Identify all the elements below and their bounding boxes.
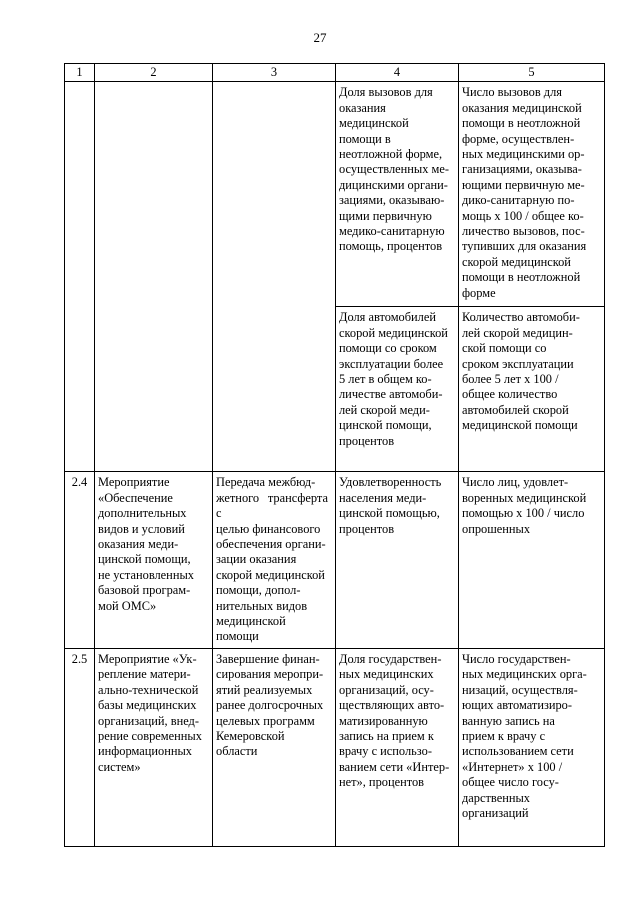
indicator-cell xyxy=(336,648,459,846)
table-row xyxy=(65,648,605,846)
header-col-2: 2 xyxy=(95,64,213,82)
empty-event-cell xyxy=(95,82,213,472)
indicator-cell xyxy=(336,307,459,472)
measures-table xyxy=(64,63,605,847)
header-col-5: 5 xyxy=(459,64,605,82)
indicator-cell xyxy=(336,82,459,307)
event-text: Мероприятие «Обеспечение дополнительных видов и условий оказания меди- цинской помощи, не установленных базовой програм- мой ОМС» xyxy=(98,475,194,613)
description-cell xyxy=(213,472,336,648)
event-text: Мероприятие «Ук- репление матери- ально-технической базы медицинских организаций, внед- рение современных информационных систем» xyxy=(98,651,202,774)
header-row xyxy=(65,64,605,82)
formula-cell xyxy=(459,648,605,846)
indicator-text: Доля автомобилей скорой медицинской помощи со сроком эксплуатации более 5 лет в общем ко- личестве автомоби- лей скорой меди- цинской помощи, процентов xyxy=(339,310,448,448)
formula-text: Число государствен- ных медицинских орга- низаций, осуществля- ющих автоматизиро- ванную запись на прием к врачу с использованием сети «Интернет» х 100 / общее число госу- дарственных организаций xyxy=(462,651,587,820)
description-text: Завершение финан- сирования меропри- ятий реализуемых ранее долгосрочных целевых программ Кемеровской области xyxy=(216,651,324,759)
event-cell xyxy=(95,648,213,846)
formula-text: Число вызовов для оказания медицинской помощи в неотложной форме, осуществлен- ных медицинскими ор- ганизациями, оказыва- ющими первичную ме- дико-санитарную по- мощь х 100 / общее ко- личество вызовов, пос- тупивших для оказания скорой медицинской помощи в неотложной форме xyxy=(462,85,587,300)
empty-description-cell xyxy=(213,82,336,472)
empty-num-cell xyxy=(65,82,95,472)
page-number: 27 xyxy=(313,30,327,45)
formula-cell xyxy=(459,307,605,472)
formula-cell xyxy=(459,82,605,307)
description-cell xyxy=(213,648,336,846)
header-col-3: 3 xyxy=(213,64,336,82)
indicator-cell xyxy=(336,472,459,648)
formula-text: Количество автомоби- лей скорой медицин- ской помощи со сроком эксплуатации более 5 лет х 100 / общее количество автомобилей скорой медицинской помощи xyxy=(462,310,580,433)
header-col-1: 1 xyxy=(65,64,95,82)
row-number: 2.5 xyxy=(65,648,95,846)
event-cell xyxy=(95,472,213,648)
formula-text: Число лиц, удовлет- воренных медицинской помощью х 100 / число опрошенных xyxy=(462,475,587,536)
header-col-4: 4 xyxy=(336,64,459,82)
formula-cell xyxy=(459,472,605,648)
indicator-text: Удовлетворенность населения меди- цинской помощью, процентов xyxy=(339,475,442,536)
indicator-text: Доля государствен- ных медицинских организаций, осу- ществляющих авто- матизированную запись на прием к врачу с использо- ванием сети «Интер- нет», процентов xyxy=(339,651,450,790)
table-row xyxy=(65,472,605,648)
indicator-text: Доля вызовов для оказания медицинской помощи в неотложной форме, осуществленных ме- дицинскими органи- зациями, оказываю- щими первичную медико-санитарную помощь, процентов xyxy=(339,85,450,254)
table-row xyxy=(65,82,605,307)
row-number: 2.4 xyxy=(65,472,95,648)
description-text: Передача межбюд- жетного трансферта с целью финансового обеспечения органи- зации оказания скорой медицинской помощи, допол- нительных видов медицинской помощи xyxy=(216,475,328,644)
